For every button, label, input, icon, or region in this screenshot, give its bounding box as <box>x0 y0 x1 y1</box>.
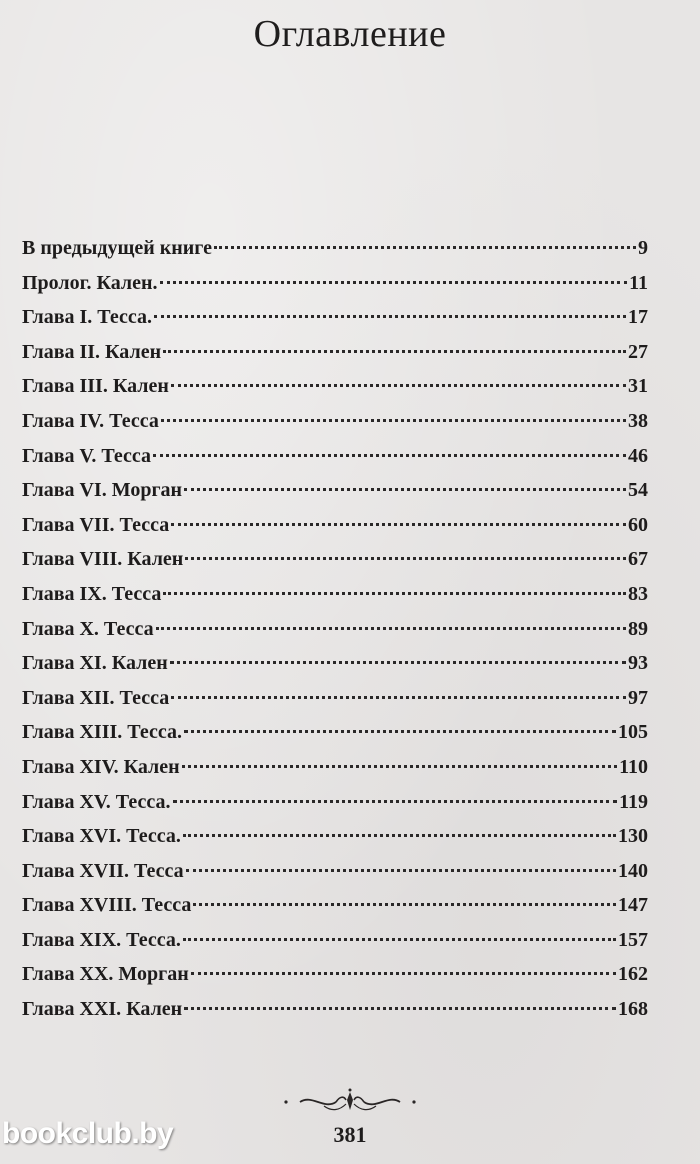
toc-entry-page: 27 <box>628 340 648 363</box>
page-number: 381 <box>333 1122 367 1147</box>
dot-leader <box>171 384 626 387</box>
toc-entry-label: Глава I. Тесса. <box>22 306 152 329</box>
toc-entry <box>22 272 648 307</box>
toc-entry-page: 46 <box>628 444 648 467</box>
toc-entry-page: 11 <box>629 271 648 294</box>
toc-entry <box>22 998 648 1033</box>
dot-leader <box>156 627 626 630</box>
toc-entry-label: Глава VIII. Кален <box>22 548 184 571</box>
toc-entry <box>22 306 648 341</box>
toc-entry-page: 54 <box>628 479 648 502</box>
toc-entry-page: 60 <box>628 513 648 536</box>
toc-entry-page: 67 <box>628 548 648 571</box>
dot-leader <box>186 869 616 872</box>
toc-entry-label: Глава V. Тесса <box>22 444 152 467</box>
toc-entry-label: Глава XIV. Кален <box>22 755 180 778</box>
toc-entry-page: 17 <box>628 306 648 329</box>
dot-leader <box>160 281 628 284</box>
dot-leader <box>171 696 626 699</box>
dot-leader <box>185 557 626 560</box>
dot-leader <box>191 972 616 975</box>
toc-entry-label: Глава II. Кален <box>22 340 162 363</box>
toc-entry-page: 31 <box>628 375 648 398</box>
toc-entry <box>22 791 648 826</box>
toc-entry <box>22 652 648 687</box>
toc-entry-label: Глава XV. Тесса. <box>22 790 171 813</box>
dot-leader <box>182 765 617 768</box>
toc-entry-page: 105 <box>618 721 648 744</box>
page-title: Оглавление <box>253 13 447 55</box>
toc-entry-label: В предыдущей книге <box>22 237 212 259</box>
toc-entry-label: Глава XVII. Тесса <box>22 859 184 882</box>
toc-entry-page: 110 <box>619 755 648 778</box>
toc-entry-page: 89 <box>628 617 648 640</box>
toc-entry-label: Глава XVIII. Тесса <box>22 894 192 917</box>
toc-entry-page: 97 <box>628 686 648 709</box>
toc-entry-label: Глава VI. Морган <box>22 479 183 502</box>
dot-leader <box>171 523 626 526</box>
toc-entry <box>22 479 648 514</box>
toc-entry-label: Глава IV. Тесса <box>22 409 159 432</box>
dot-leader <box>163 350 626 353</box>
toc-entry-label: Глава X. Тесса <box>22 617 154 640</box>
toc-entry-label: Глава XIX. Тесса. <box>22 928 181 951</box>
toc-entry-page: 162 <box>618 963 648 986</box>
toc-entry <box>22 514 648 549</box>
toc-entry <box>22 756 648 791</box>
toc-entry <box>22 963 648 998</box>
toc-entry-label: Глава VII. Тесса <box>22 513 170 536</box>
watermark-text: bookclub.by <box>2 1117 174 1150</box>
dot-leader <box>183 938 616 941</box>
toc-entry-label: Глава IX. Тесса <box>22 582 162 605</box>
toc-entry-label: Глава III. Кален <box>22 375 169 398</box>
toc-entry-page: 147 <box>618 894 648 917</box>
dot-leader <box>193 903 616 906</box>
toc-entry <box>22 375 648 410</box>
dot-leader <box>184 730 616 733</box>
toc-entry <box>22 445 648 480</box>
toc-entry <box>22 548 648 583</box>
dot-leader <box>183 834 616 837</box>
toc-entry <box>22 341 648 376</box>
toc-entry-page: 38 <box>628 409 648 432</box>
toc-entry-page: 168 <box>618 998 648 1021</box>
toc-entry <box>22 410 648 445</box>
toc-entry-label: Глава XII. Тесса <box>22 686 170 709</box>
dot-leader <box>184 1007 616 1010</box>
toc-entry <box>22 860 648 895</box>
toc-entry <box>22 687 648 722</box>
dot-leader <box>214 246 636 249</box>
toc-entry-page: 9 <box>638 237 648 259</box>
dot-leader <box>154 315 626 318</box>
dot-leader <box>170 661 626 664</box>
toc-entry-label: Глава XI. Кален <box>22 652 168 675</box>
toc-entry-label: Глава XXI. Кален <box>22 998 183 1021</box>
toc-entry <box>22 237 648 272</box>
toc-entry <box>22 894 648 929</box>
toc-entry-page: 140 <box>618 859 648 882</box>
toc-entry <box>22 929 648 964</box>
toc-entry <box>22 618 648 653</box>
toc-entry <box>22 721 648 756</box>
toc-entry-page: 130 <box>618 825 648 848</box>
toc-entry-page: 119 <box>619 790 648 813</box>
toc-entry-page: 157 <box>618 928 648 951</box>
toc-entry-label: Глава XX. Морган <box>22 963 189 986</box>
dot-leader <box>153 454 626 457</box>
dot-leader <box>161 419 626 422</box>
toc-entry-page: 83 <box>628 582 648 605</box>
toc-entry <box>22 825 648 860</box>
toc-entry <box>22 583 648 618</box>
flourish-ornament-icon <box>280 1086 420 1116</box>
dot-leader <box>173 800 618 803</box>
dot-leader <box>163 592 626 595</box>
dot-leader <box>184 488 626 491</box>
toc-entry-page: 93 <box>628 652 648 675</box>
toc-entry-label: Глава XVI. Тесса. <box>22 825 181 848</box>
toc-entry-label: Пролог. Кален. <box>22 271 158 294</box>
table-of-contents <box>22 237 648 1033</box>
toc-entry-label: Глава XIII. Тесса. <box>22 721 182 744</box>
